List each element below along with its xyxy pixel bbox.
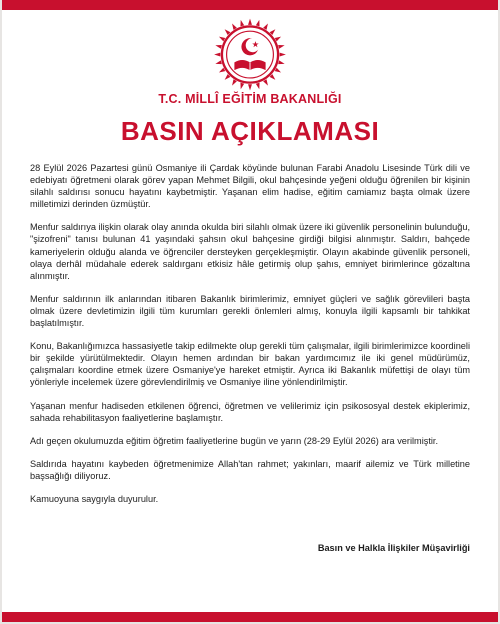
meb-emblem-icon bbox=[211, 14, 289, 92]
paragraph: Saldırıda hayatını kaybeden öğretmenimize Allah'tan rahmet; yakınları, maarif ailemiz ve Türk milletine başsağlığı diliyoruz. bbox=[30, 458, 470, 481]
top-red-band bbox=[2, 0, 498, 10]
paragraph: Menfur saldırıya ilişkin olarak olay anında okulda biri silahlı olmak üzere iki güvenlik personelinin bulunduğu, "şizofreni" tanısı bulunan 41 yaşındaki şahsın okul bahçesine girdiği bilgisi alınmıştır. Saldırı, bahçede kameriyelerin olduğu alanda ve öğrenciler dersteyken gerçekleşmiştir. Olayın akabinde güvenlik personeli, olaya derhâl müdahale ederek saldırganı etkisiz hâle getirmiş olup şahıs, emniyet birimlerince gözaltına alınmıştır. bbox=[30, 222, 470, 281]
bottom-red-band bbox=[2, 612, 498, 622]
paragraph: Kamuoyuna saygıyla duyurulur. bbox=[30, 493, 159, 504]
press-release-body bbox=[30, 162, 470, 516]
paragraph: Adı geçen okulumuzda eğitim öğretim faaliyetlerine bugün ve yarın (28-29 Eylül 2026) ara verilmiştir. bbox=[30, 435, 439, 446]
paragraph: Konu, Bakanlığımızca hassasiyetle takip edilmekte olup gerekli tüm çalışmalar, ilgili birimlerimizce koordineli bir şekilde yürütülmektedir. Olayın hemen ardından bir bakan yardımcımız ile iki genel müdürümüz, çalışmaları koordine etmek üzere Osmaniye'ye hareket etmiştir. Ayrıca iki Bakanlık müfettişi de olayı tüm yönleriyle incelemek üzere görevlendirilmiş ve Osmaniye iline yönlendirilmiştir. bbox=[30, 341, 470, 388]
paragraph: 28 Eylül 2026 Pazartesi günü Osmaniye ili Çardak köyünde bulunan Farabi Anadolu Lisesinde Türk dili ve edebiyatı öğretmeni olarak görev yapan Mehmet Bilgili, okul bahçesinde yeğeni olduğu öğrenilen bir kişinin silahlı saldırısı sonucu hayatını kaybetmiştir. Yaşanan elim hadise, eğitim camiamız başta olmak üzere milletimizi derinden üzmüştür. bbox=[30, 163, 470, 210]
paragraph: Menfur saldırının ilk anlarından itibaren Bakanlık birimlerimiz, emniyet güçleri ve sağlık görevlileri başta olmak üzere devletimizin ilgili tüm kurumları gerekli önlemleri almış, konuyla ilgili kapsamlı bir tahkikat başlatılmıştır. bbox=[30, 293, 470, 329]
paragraph: Yaşanan menfur hadiseden etkilenen öğrenci, öğretmen ve velilerimiz için psikososyal destek ekiplerimiz, sahada rehabilitasyon faaliyetlerine başlamıştır. bbox=[30, 400, 470, 423]
page-title: BASIN AÇIKLAMASI bbox=[120, 116, 380, 146]
signature: Basın ve Halkla İlişkiler Müşavirliği bbox=[317, 543, 470, 553]
ministry-name: T.C. MİLLÎ EĞİTİM BAKANLIĞI bbox=[158, 92, 342, 106]
